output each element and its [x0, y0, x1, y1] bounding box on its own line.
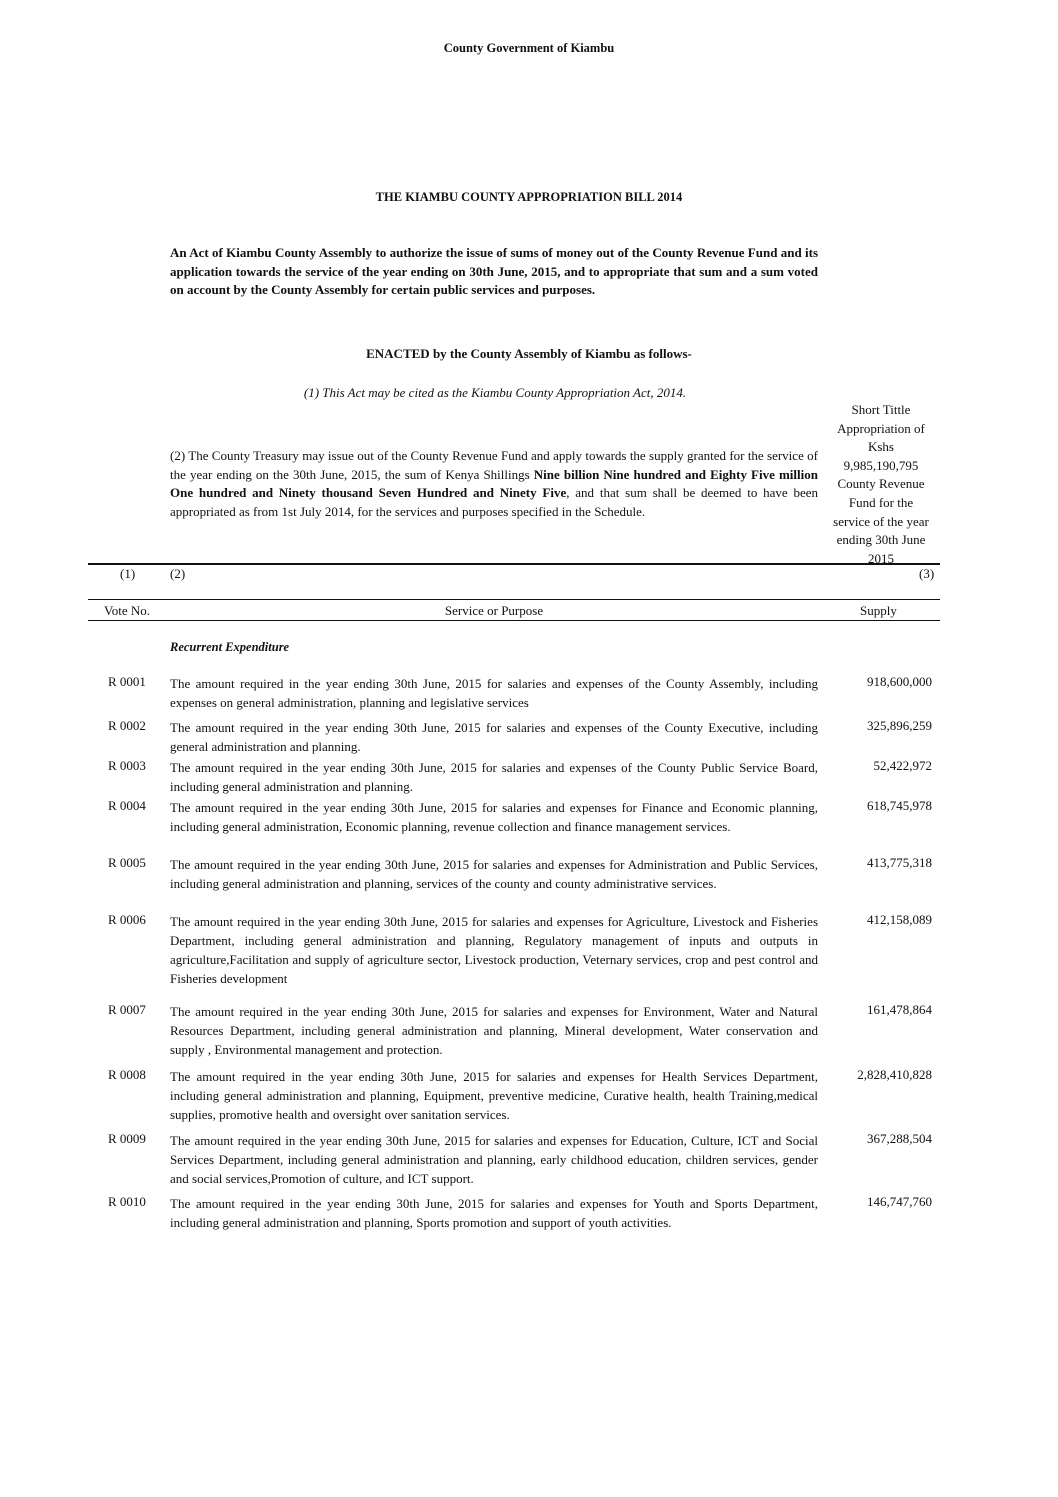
vote-number: R 0007	[108, 1002, 146, 1017]
bill-preamble: An Act of Kiambu County Assembly to authorize the issue of sums of money out of the County Revenue Fund and its application towards the service of the year ending on 30th June, 2015, and to appropriate that sum and a sum voted on account by the County Assembly for certain public services and purposes.	[170, 245, 818, 297]
section-2-amount-words: Nine billion Nine hundred and Eighty Five million One hundred and Ninety thousand Seven Hundred and Ninety Five	[170, 466, 818, 500]
supply-amount: 412,158,089	[867, 912, 932, 927]
header-bottom-rule	[88, 620, 940, 621]
supply-amount: 146,747,760	[867, 1194, 932, 1209]
supply-amount: 2,828,410,828	[857, 1067, 932, 1082]
table-top-rule	[88, 563, 940, 565]
service-description: The amount required in the year ending 30th June, 2015 for salaries and expenses of the County Public Service Board, including general administration and planning.	[170, 760, 818, 794]
service-description: The amount required in the year ending 30th June, 2015 for salaries and expenses for Health Services Department, including general administration and planning, Equipment, preventive medicine, Curative health, health Training,medical supplies, promotive health and oversight over sanitation services.	[170, 1069, 818, 1122]
vote-number: R 0002	[108, 718, 146, 733]
bill-title: THE KIAMBU COUNTY APPROPRIATION BILL 2014	[375, 190, 683, 204]
service-description: The amount required in the year ending 30th June, 2015 for salaries and expenses for Agriculture, Livestock and Fisheries Department, including general administration and planning, Regulatory management of inputs and outputs in agriculture,Facilitation and supply of agriculture sector, Livestock production, Veternary services, crop and pest control and Fisheries development	[170, 914, 818, 986]
section-1-short-title: (1) This Act may be cited as the Kiambu County Appropriation Act, 2014.	[303, 385, 687, 400]
supply-amount: 918,600,000	[867, 674, 932, 689]
margin-note-line: service of the year	[833, 513, 929, 529]
margin-note-line: 2015	[868, 550, 894, 566]
enacted-keyword: ENACTED	[366, 346, 430, 361]
column-header-vote: Vote No.	[104, 603, 150, 618]
vote-number: R 0003	[108, 758, 146, 773]
margin-note	[822, 401, 940, 568]
service-description: The amount required in the year ending 30th June, 2015 for salaries and expenses of the County Assembly, including expenses on general administration, planning and legislative services	[170, 676, 818, 710]
column-number-2: (2)	[170, 566, 186, 581]
margin-note-line: Short Tittle	[851, 402, 911, 417]
service-description: The amount required in the year ending 30th June, 2015 for salaries and expenses for Administration and Public Services, including general administration and planning, services of the county and county administrative services.	[170, 857, 818, 891]
vote-number: R 0010	[108, 1194, 146, 1209]
header-top-rule	[88, 599, 940, 600]
column-number-1: (1)	[120, 566, 136, 581]
section-2-text-a: (2) The County Treasury may issue out of the County Revenue Fund and apply towards the supply granted for the service of the year ending on the 30th June, 2015, the sum of Kenya Shillings	[170, 448, 818, 482]
vote-number: R 0008	[108, 1067, 146, 1082]
column-header-supply: Supply	[860, 603, 897, 618]
margin-note-line: 9,985,190,795	[843, 457, 919, 473]
column-number-3: (3)	[919, 566, 935, 581]
margin-note-line: County Revenue	[837, 476, 925, 492]
vote-number: R 0006	[108, 912, 146, 927]
document-header: County Government of Kiambu	[443, 41, 615, 55]
section-label: Recurrent Expenditure	[170, 640, 290, 654]
service-description: The amount required in the year ending 30th June, 2015 for salaries and expenses for Environment, Water and Natural Resources Department, including general administration and planning, Mineral development, Water conservation and supply , Environmental management and protection.	[170, 1004, 818, 1057]
vote-number: R 0009	[108, 1131, 146, 1146]
service-description: The amount required in the year ending 30th June, 2015 for salaries and expenses for Education, Culture, ICT and Social Services Department, including general administration and planning, early childhood education, children services, gender and social services,Promotion of culture, and ICT support.	[170, 1133, 818, 1186]
section-2-appropriation	[170, 447, 818, 521]
enacting-clause	[0, 346, 1058, 362]
margin-note-line: Appropriation of	[837, 420, 925, 436]
supply-amount: 325,896,259	[867, 718, 932, 733]
margin-note-line: Kshs	[867, 439, 894, 455]
margin-note-line: ending 30th June	[836, 532, 926, 548]
vote-number: R 0005	[108, 855, 146, 870]
service-description: The amount required in the year ending 30th June, 2015 for salaries and expenses for Youth and Sports Department, including general administration and planning, Sports promotion and support of youth activities.	[170, 1196, 818, 1230]
supply-amount: 161,478,864	[867, 1002, 932, 1017]
vote-number: R 0004	[108, 798, 146, 813]
section-2-text-c: , and that sum shall be deemed to have been appropriated as from 1st July 2014, for the services and purposes specified in the Schedule.	[170, 485, 818, 519]
enacted-text: by the County Assembly of Kiambu as follows-	[429, 346, 692, 361]
vote-number: R 0001	[108, 674, 146, 689]
service-description: The amount required in the year ending 30th June, 2015 for salaries and expenses of the County Executive, including general administration and planning.	[170, 720, 818, 754]
supply-amount: 52,422,972	[873, 758, 932, 773]
supply-amount: 618,745,978	[867, 798, 932, 813]
supply-amount: 367,288,504	[867, 1131, 932, 1146]
supply-amount: 413,775,318	[867, 855, 932, 870]
column-header-service: Service or Purpose	[444, 603, 544, 618]
margin-note-line: Fund for the	[848, 494, 914, 510]
service-description: The amount required in the year ending 30th June, 2015 for salaries and expenses for Finance and Economic planning, including general administration, Economic planning, revenue collection and finance management services.	[170, 800, 818, 834]
